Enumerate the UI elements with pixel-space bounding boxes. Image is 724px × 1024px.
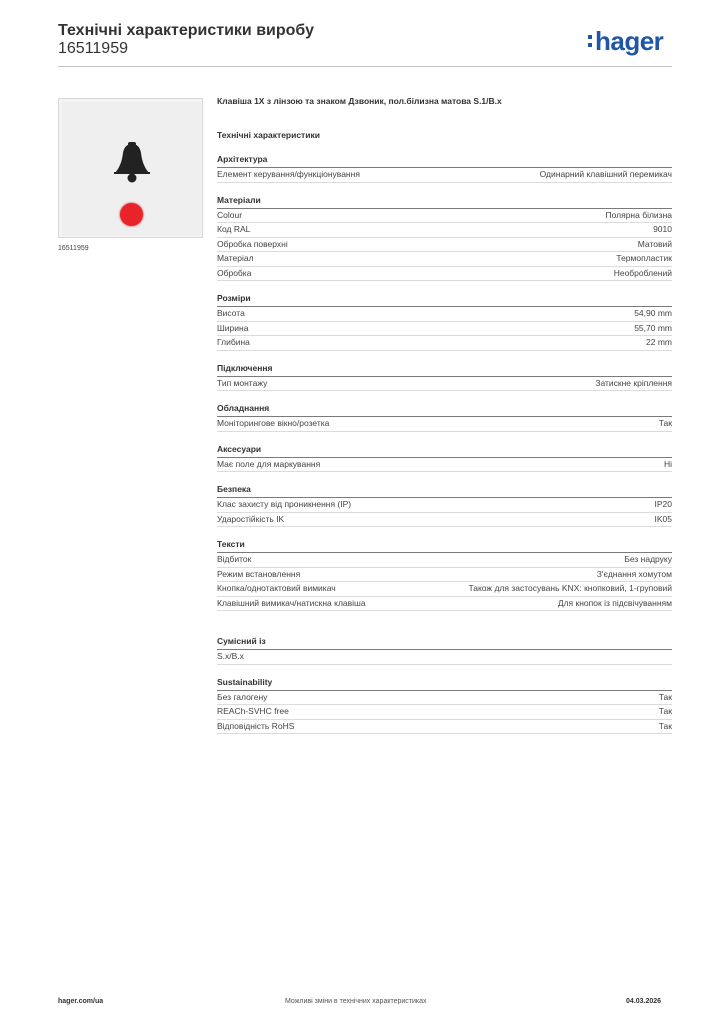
spec-label: Colour xyxy=(217,209,243,220)
spec-value: Матовий xyxy=(637,238,672,249)
spec-row xyxy=(217,223,672,238)
spec-value: Затискне кріплення xyxy=(595,377,672,388)
spec-value: Так xyxy=(658,720,672,731)
spec-row xyxy=(217,458,672,473)
product-title: Клавіша 1Х з лінзою та знаком Дзвоник, пол.білизна матова S.1/B.x xyxy=(217,96,502,106)
spec-label: Матеріал xyxy=(217,253,254,263)
spec-label: Клас захисту від проникнення (IP) xyxy=(217,499,352,509)
spec-group-title: Сумісний із xyxy=(217,636,672,650)
spec-label: Глибина xyxy=(217,337,250,347)
spec-label: Ширина xyxy=(217,322,249,333)
logo-dots-icon xyxy=(588,35,593,51)
spec-row xyxy=(217,513,672,528)
spec-row xyxy=(217,720,672,735)
spec-value: 55,70 mm xyxy=(634,322,672,333)
spec-row xyxy=(217,417,672,432)
spec-label: REACh-SVHC free xyxy=(217,706,289,716)
spec-group-title: Підключення xyxy=(217,363,672,377)
spec-group-title: Обладнання xyxy=(217,403,672,417)
spec-groups xyxy=(217,154,672,734)
spec-value: Так xyxy=(658,691,672,702)
spec-group-title: Аксесуари xyxy=(217,444,672,458)
spec-group xyxy=(217,363,672,392)
spec-row xyxy=(217,252,672,267)
spec-label: Обробка xyxy=(217,267,252,278)
spec-label: Висота xyxy=(217,308,245,318)
spec-content xyxy=(217,96,672,734)
spec-value: Без надруку xyxy=(624,554,672,564)
spec-value: 54,90 mm xyxy=(634,308,672,318)
spec-group xyxy=(217,539,672,611)
spec-label: Обробка поверхні xyxy=(217,238,288,249)
spec-row xyxy=(217,209,672,224)
spec-label: Режим встановлення xyxy=(217,568,301,579)
spec-group-title: Тексти xyxy=(217,539,672,553)
spec-label: Відбиток xyxy=(217,554,252,564)
spec-label: Відповідність RoHS xyxy=(217,720,295,731)
spec-group xyxy=(217,484,672,527)
spec-label: Без галогену xyxy=(217,691,268,702)
spec-value: Так xyxy=(658,418,672,428)
spec-group-title: Архітектура xyxy=(217,154,672,168)
spec-group-title: Sustainability xyxy=(217,677,672,691)
spec-row xyxy=(217,322,672,337)
red-lens-indicator xyxy=(120,203,143,226)
spec-row xyxy=(217,498,672,513)
spec-row xyxy=(217,582,672,597)
spec-row xyxy=(217,705,672,720)
bell-icon xyxy=(110,142,154,188)
spec-row xyxy=(217,650,672,665)
spec-row xyxy=(217,568,672,583)
logo-text: hager xyxy=(595,26,664,56)
spec-label: Клавішний вимикач/натискна клавіша xyxy=(217,597,366,608)
spec-group xyxy=(217,154,672,183)
spec-group xyxy=(217,403,672,432)
document-code: 16511959 xyxy=(58,40,128,57)
footer-note: Можливі зміни в технічних характеристиках xyxy=(285,998,427,1005)
spec-section-title: Технічні характеристики xyxy=(217,130,320,140)
spec-group-title: Розміри xyxy=(217,293,672,307)
spec-group xyxy=(217,444,672,473)
spec-label: Елемент керування/функціонування xyxy=(217,169,360,179)
product-image xyxy=(58,98,203,238)
spec-row xyxy=(217,238,672,253)
spec-row xyxy=(217,307,672,322)
spec-value: Ні xyxy=(663,458,672,469)
hager-logo[interactable] xyxy=(588,28,663,54)
spec-value: З'єднання хомутом xyxy=(596,568,672,579)
spec-value: Одинарний клавішний перемикач xyxy=(539,169,672,179)
image-caption: 16511959 xyxy=(58,245,89,252)
spec-row xyxy=(217,168,672,183)
spec-row xyxy=(217,267,672,282)
spec-group-title: Безпека xyxy=(217,484,672,498)
spec-row xyxy=(217,597,672,612)
footer-date: 04.03.2026 xyxy=(626,998,662,1005)
spec-label: S.x/B.x xyxy=(217,651,244,661)
spec-value: Для кнопок із підсвічуванням xyxy=(557,597,672,608)
spec-group xyxy=(217,293,672,351)
spec-label: Моніторингове вікно/розетка xyxy=(217,418,330,428)
spec-label: Ударостійкість IK xyxy=(217,513,285,524)
spec-value: Необроблений xyxy=(613,267,672,278)
spec-row xyxy=(217,336,672,351)
spec-group xyxy=(217,677,672,735)
spec-value: IK05 xyxy=(654,513,672,524)
spec-value: Полярна білизна xyxy=(605,209,672,220)
document-title: Технічні характеристики виробу xyxy=(58,22,314,39)
spec-value: IP20 xyxy=(654,499,672,509)
spec-group xyxy=(217,195,672,282)
spec-value: 9010 xyxy=(653,224,672,234)
spec-label: Тип монтажу xyxy=(217,377,268,388)
spec-label: Код RAL xyxy=(217,224,251,234)
header-divider xyxy=(58,66,672,67)
spec-group xyxy=(217,636,672,665)
spec-group-title: Матеріали xyxy=(217,195,672,209)
spec-value: Термопластик xyxy=(616,253,672,263)
spec-value: 22 mm xyxy=(646,337,672,347)
spec-value: Так xyxy=(658,706,672,716)
spec-row xyxy=(217,377,672,392)
footer-website-link[interactable]: hager.com/ua xyxy=(58,998,104,1005)
spec-label: Має поле для маркування xyxy=(217,458,321,469)
spec-row xyxy=(217,553,672,568)
spec-label: Кнопка/однотактовий вимикач xyxy=(217,583,336,593)
spec-value: Також для застосувань KNX: кнопковий, 1-груповий xyxy=(468,583,672,593)
spec-row xyxy=(217,691,672,706)
